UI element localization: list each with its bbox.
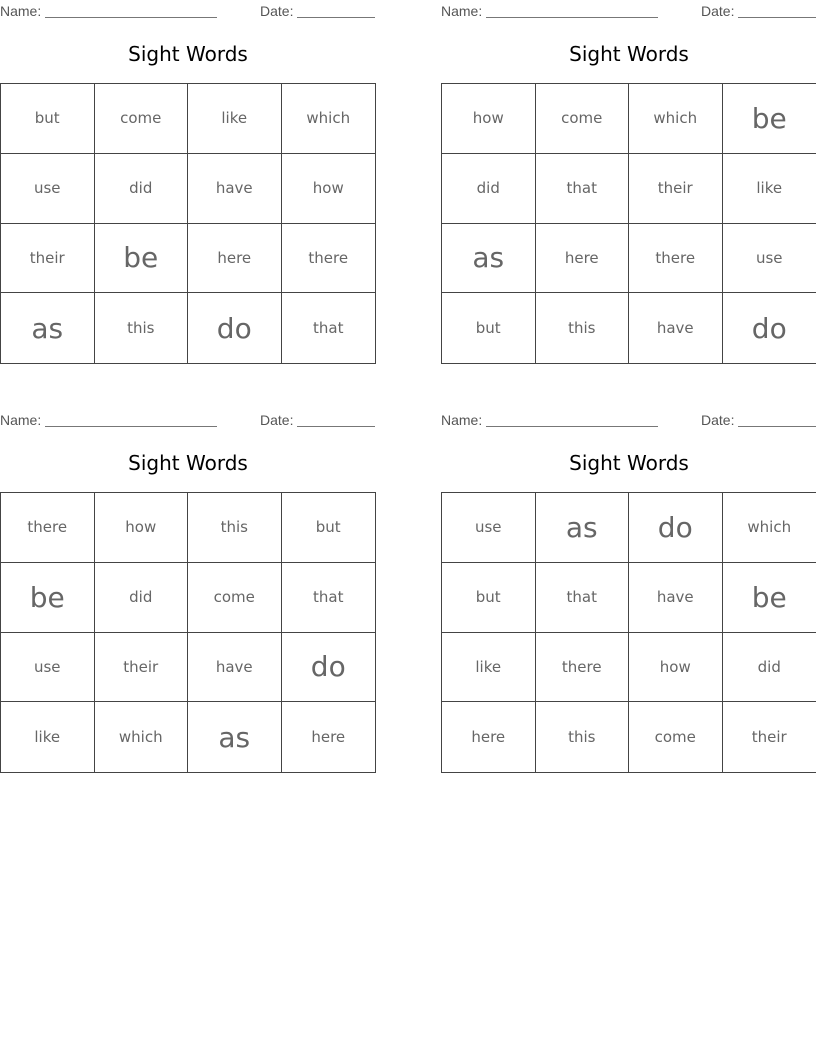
word-cell: this: [95, 293, 189, 363]
name-blank-line[interactable]: [45, 17, 217, 18]
word-cell: do: [751, 311, 787, 345]
word-cell: here: [311, 728, 346, 747]
name-label: Name:: [0, 3, 42, 19]
date-blank-line[interactable]: [297, 426, 375, 427]
date-blank-line[interactable]: [297, 17, 375, 18]
date-blank-line[interactable]: [738, 17, 816, 18]
name-date-row: [441, 3, 816, 19]
word-cell: as: [1, 293, 95, 363]
word-cell: do: [282, 633, 376, 703]
word-cell: be: [1, 563, 95, 633]
word-cell: have: [188, 633, 282, 703]
word-cell: have: [629, 293, 723, 363]
name-date-row: [0, 3, 376, 19]
name-label: Name:: [0, 412, 42, 428]
name-date-row: [441, 412, 816, 428]
word-cell: here: [188, 224, 282, 294]
word-cell: like: [723, 154, 816, 224]
word-cell: their: [1, 224, 95, 294]
name-blank-line[interactable]: [486, 426, 658, 427]
word-grid: [441, 492, 816, 773]
word-cell: there: [629, 224, 723, 294]
word-cell: that: [282, 563, 376, 633]
word-cell: come: [629, 702, 723, 772]
word-grid: [0, 492, 376, 773]
card-title: Sight Words: [569, 451, 689, 475]
word-cell: like: [188, 84, 282, 154]
word-cell: that: [536, 563, 630, 633]
word-cell: but: [442, 293, 536, 363]
word-cell: their: [95, 633, 189, 703]
word-cell: use: [723, 224, 816, 294]
word-cell: did: [95, 563, 189, 633]
word-cell: how: [442, 84, 536, 154]
word-cell: here: [536, 224, 630, 294]
bingo-card: [0, 0, 376, 370]
date-label: Date:: [701, 412, 735, 428]
name-label: Name:: [441, 3, 483, 19]
word-cell: their: [751, 728, 787, 747]
word-cell: as: [188, 702, 282, 772]
date-blank-line[interactable]: [738, 426, 816, 427]
word-cell: which: [723, 493, 816, 563]
word-grid: [0, 83, 376, 364]
word-cell: but: [1, 84, 95, 154]
word-cell: as: [442, 224, 536, 294]
date-label: Date:: [701, 3, 735, 19]
card-title: Sight Words: [128, 42, 248, 66]
word-cell: how: [629, 633, 723, 703]
name-blank-line[interactable]: [45, 426, 217, 427]
word-cell: have: [188, 154, 282, 224]
word-cell: as: [536, 493, 630, 563]
word-cell: this: [536, 293, 630, 363]
word-cell: which: [95, 702, 189, 772]
word-cell: use: [442, 493, 536, 563]
word-cell: but: [442, 563, 536, 633]
word-cell: come: [536, 84, 630, 154]
word-cell: how: [95, 493, 189, 563]
word-cell: like: [1, 702, 95, 772]
word-cell: have: [629, 563, 723, 633]
word-cell: which: [282, 84, 376, 154]
word-cell: there: [282, 224, 376, 294]
word-cell: how: [282, 154, 376, 224]
word-cell: their: [629, 154, 723, 224]
word-cell: there: [536, 633, 630, 703]
bingo-card: [441, 409, 816, 779]
word-cell: come: [188, 563, 282, 633]
word-cell: here: [442, 702, 536, 772]
word-cell: but: [282, 493, 376, 563]
card-title: Sight Words: [569, 42, 689, 66]
word-cell: that: [313, 319, 344, 338]
word-cell: be: [95, 224, 189, 294]
bingo-card: [441, 0, 816, 370]
date-label: Date:: [260, 412, 294, 428]
date-label: Date:: [260, 3, 294, 19]
word-cell: be: [723, 84, 816, 154]
word-cell: did: [95, 154, 189, 224]
word-cell: use: [1, 154, 95, 224]
bingo-card: [0, 409, 376, 779]
word-cell: there: [1, 493, 95, 563]
word-cell: do: [188, 293, 282, 363]
name-label: Name:: [441, 412, 483, 428]
name-date-row: [0, 412, 376, 428]
name-blank-line[interactable]: [486, 17, 658, 18]
word-cell: that: [536, 154, 630, 224]
word-grid: [441, 83, 816, 364]
word-cell: do: [629, 493, 723, 563]
word-cell: which: [629, 84, 723, 154]
word-cell: be: [723, 563, 816, 633]
word-cell: this: [536, 702, 630, 772]
word-cell: this: [188, 493, 282, 563]
word-cell: did: [442, 154, 536, 224]
card-title: Sight Words: [128, 451, 248, 475]
word-cell: did: [723, 633, 816, 703]
word-cell: come: [95, 84, 189, 154]
word-cell: use: [1, 633, 95, 703]
word-cell: like: [442, 633, 536, 703]
